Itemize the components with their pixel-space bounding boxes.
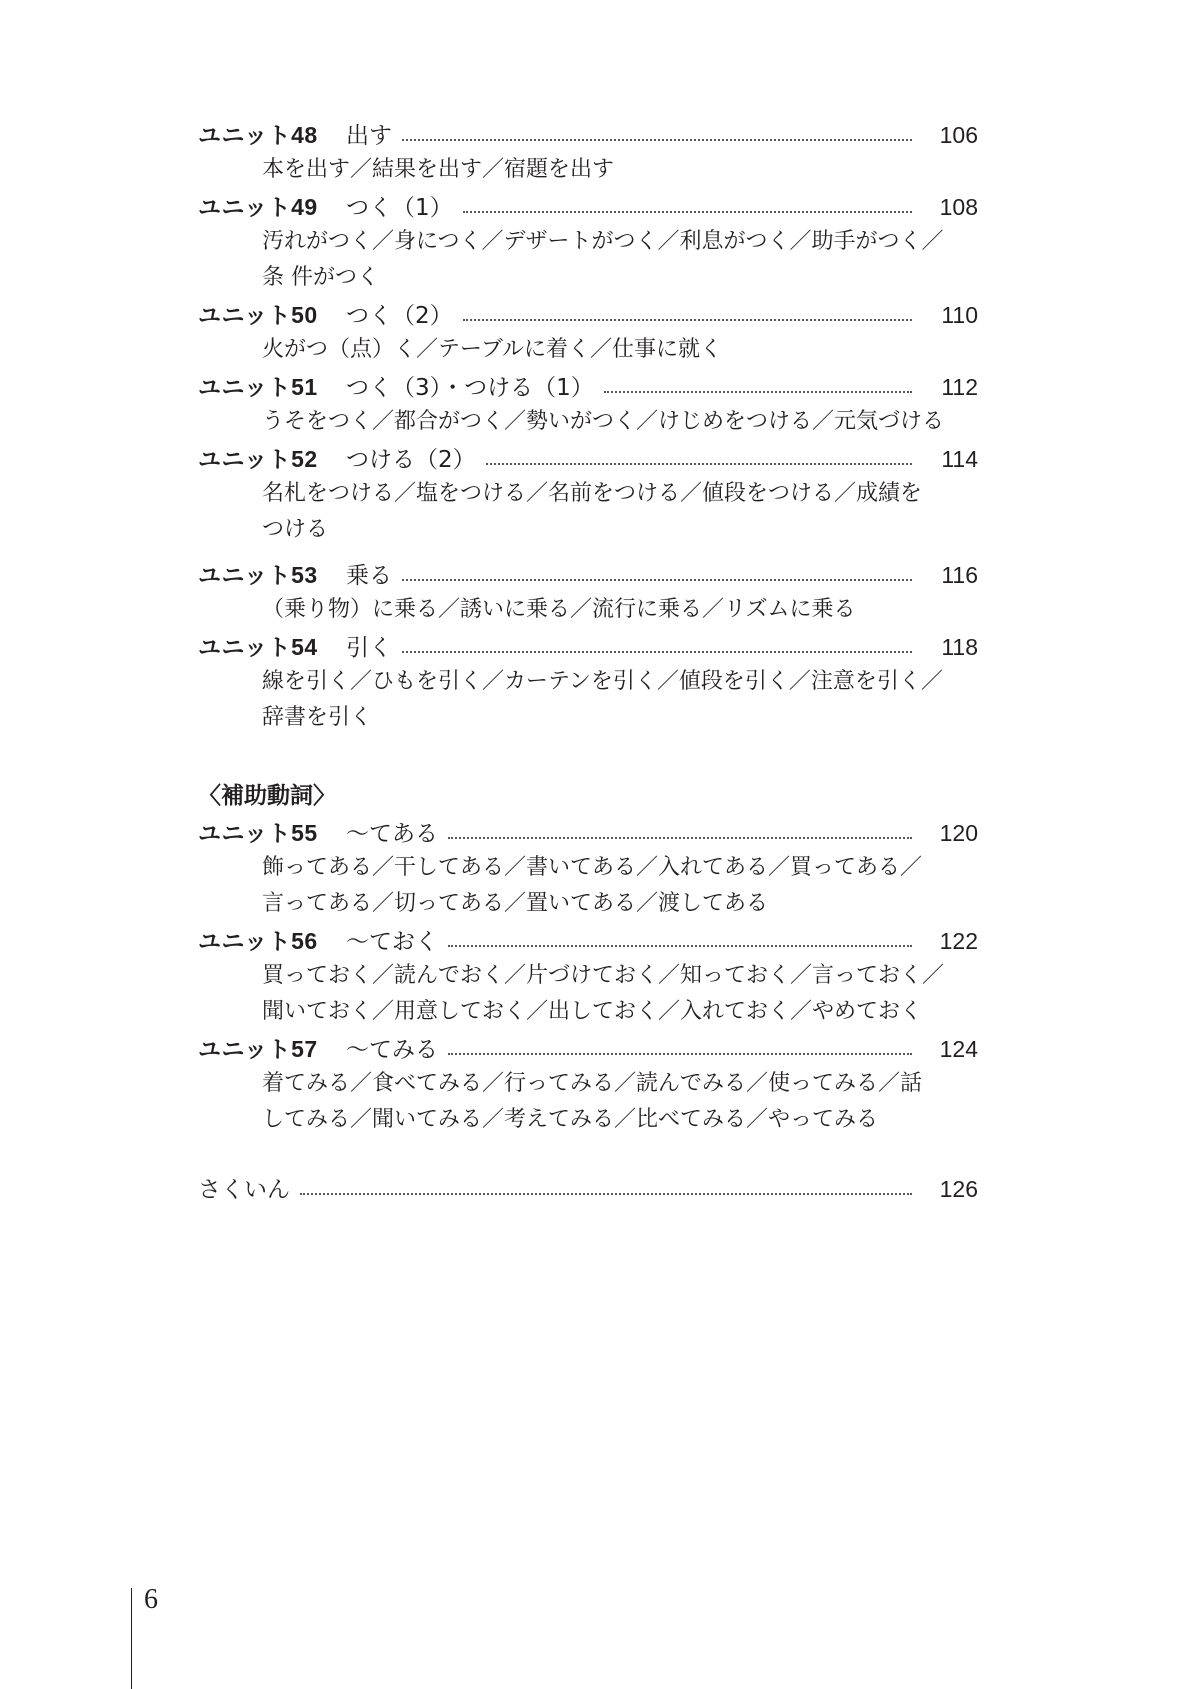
page-number: 126 [939, 1176, 978, 1202]
unit-examples [262, 1066, 942, 1140]
dot-leader [300, 1191, 912, 1195]
page-number: 106 [939, 122, 978, 148]
page-number: 110 [941, 302, 978, 328]
unit-number: ユニット57 [198, 1036, 318, 1062]
example-line: （乗り物）に乗る／誘いに乗る／流行に乗る／リズムに乗る [262, 597, 856, 622]
toc-row[interactable] [198, 630, 978, 664]
unit-examples [262, 476, 942, 550]
page-number: 120 [939, 820, 978, 846]
example-line: 線を引く／ひもを引く／カーテンを引く／値段を引く／注意を引く／ [262, 669, 943, 694]
unit-examples [262, 224, 942, 298]
page-number: 124 [939, 1036, 978, 1062]
toc-row[interactable] [198, 442, 978, 476]
page-number: 122 [939, 928, 978, 954]
dot-leader [448, 835, 912, 839]
toc-row[interactable] [198, 816, 978, 850]
dot-leader [402, 137, 912, 141]
spacer [198, 1140, 978, 1172]
example-line: 着てみる／食べてみる／行ってみる／読んでみる／使ってみる／話 [262, 1071, 923, 1096]
index-title: さくいん [198, 1177, 290, 1203]
example-line: 条 件がつく [262, 265, 379, 290]
toc-row[interactable] [198, 1032, 978, 1066]
example-line: 本を出す／結果を出す／宿題を出す [262, 157, 615, 182]
example-line: 汚れがつく／身につく／デザートがつく／利息がつく／助手がつく／ [262, 229, 944, 254]
unit-title: ～てみる [346, 1037, 438, 1063]
unit-examples [262, 664, 942, 738]
section-heading: 〈補助動詞〉 [198, 783, 336, 809]
example-line: つける [262, 517, 329, 542]
dot-leader [402, 649, 912, 653]
dot-leader [463, 209, 912, 213]
page-folio: 6 [144, 1584, 158, 1615]
toc-row[interactable] [198, 190, 978, 224]
page-number: 114 [941, 446, 978, 472]
page-number: 112 [941, 374, 978, 400]
toc-row-index[interactable] [198, 1172, 978, 1206]
toc-row[interactable] [198, 558, 978, 592]
unit-title: ～てある [346, 821, 438, 847]
dot-leader [463, 317, 912, 321]
unit-title: つく（1） [346, 195, 453, 221]
unit-number: ユニット54 [198, 634, 318, 660]
toc-row[interactable] [198, 924, 978, 958]
toc-row[interactable] [198, 118, 978, 152]
unit-number: ユニット56 [198, 928, 318, 954]
dot-leader [486, 461, 912, 465]
unit-number: ユニット48 [198, 122, 318, 148]
unit-examples [262, 592, 942, 630]
example-line: 言ってある／切ってある／置いてある／渡してある [262, 891, 769, 916]
unit-examples [262, 332, 942, 370]
table-of-contents [198, 118, 978, 1206]
example-line: 飾ってある／干してある／書いてある／入れてある／買ってある／ [262, 855, 923, 880]
dot-leader [448, 1051, 912, 1055]
unit-title: 乗る [346, 563, 392, 589]
unit-title: 引く [346, 635, 392, 661]
unit-number: ユニット50 [198, 302, 318, 328]
example-line: してみる／聞いてみる／考えてみる／比べてみる／やってみる [262, 1107, 879, 1132]
unit-examples [262, 152, 942, 190]
folio-rule [131, 1588, 132, 1689]
toc-row[interactable] [198, 370, 978, 404]
unit-title: つける（2） [346, 447, 476, 473]
page-number: 116 [941, 562, 978, 588]
toc-row[interactable] [198, 298, 978, 332]
example-line: 買っておく／読んでおく／片づけておく／知っておく／言っておく／ [262, 963, 945, 988]
dot-leader [604, 389, 912, 393]
unit-examples [262, 958, 945, 1032]
unit-title: つく（3）・つける（1） [346, 375, 594, 401]
example-line: 火がつ（点）く／テーブルに着く／仕事に就く [262, 337, 723, 362]
example-line: うそをつく／都合がつく／勢いがつく／けじめをつける／元気づける [262, 409, 945, 434]
dot-leader [402, 577, 912, 581]
page-number: 118 [941, 634, 978, 660]
unit-examples [262, 850, 942, 924]
page-number: 108 [939, 194, 978, 220]
unit-number: ユニット53 [198, 562, 318, 588]
unit-examples [262, 404, 945, 442]
example-line: 辞書を引く [262, 705, 373, 730]
dot-leader [448, 943, 912, 947]
spacer [198, 550, 978, 558]
unit-number: ユニット55 [198, 820, 318, 846]
unit-number: ユニット52 [198, 446, 318, 472]
unit-number: ユニット49 [198, 194, 318, 220]
unit-title: 出す [346, 123, 392, 149]
example-line: 聞いておく／用意しておく／出しておく／入れておく／やめておく [262, 999, 923, 1024]
unit-title: ～ておく [346, 929, 438, 955]
unit-number: ユニット51 [198, 374, 318, 400]
unit-title: つく（2） [346, 303, 453, 329]
example-line: 名札をつける／塩をつける／名前をつける／値段をつける／成績を [262, 481, 923, 506]
